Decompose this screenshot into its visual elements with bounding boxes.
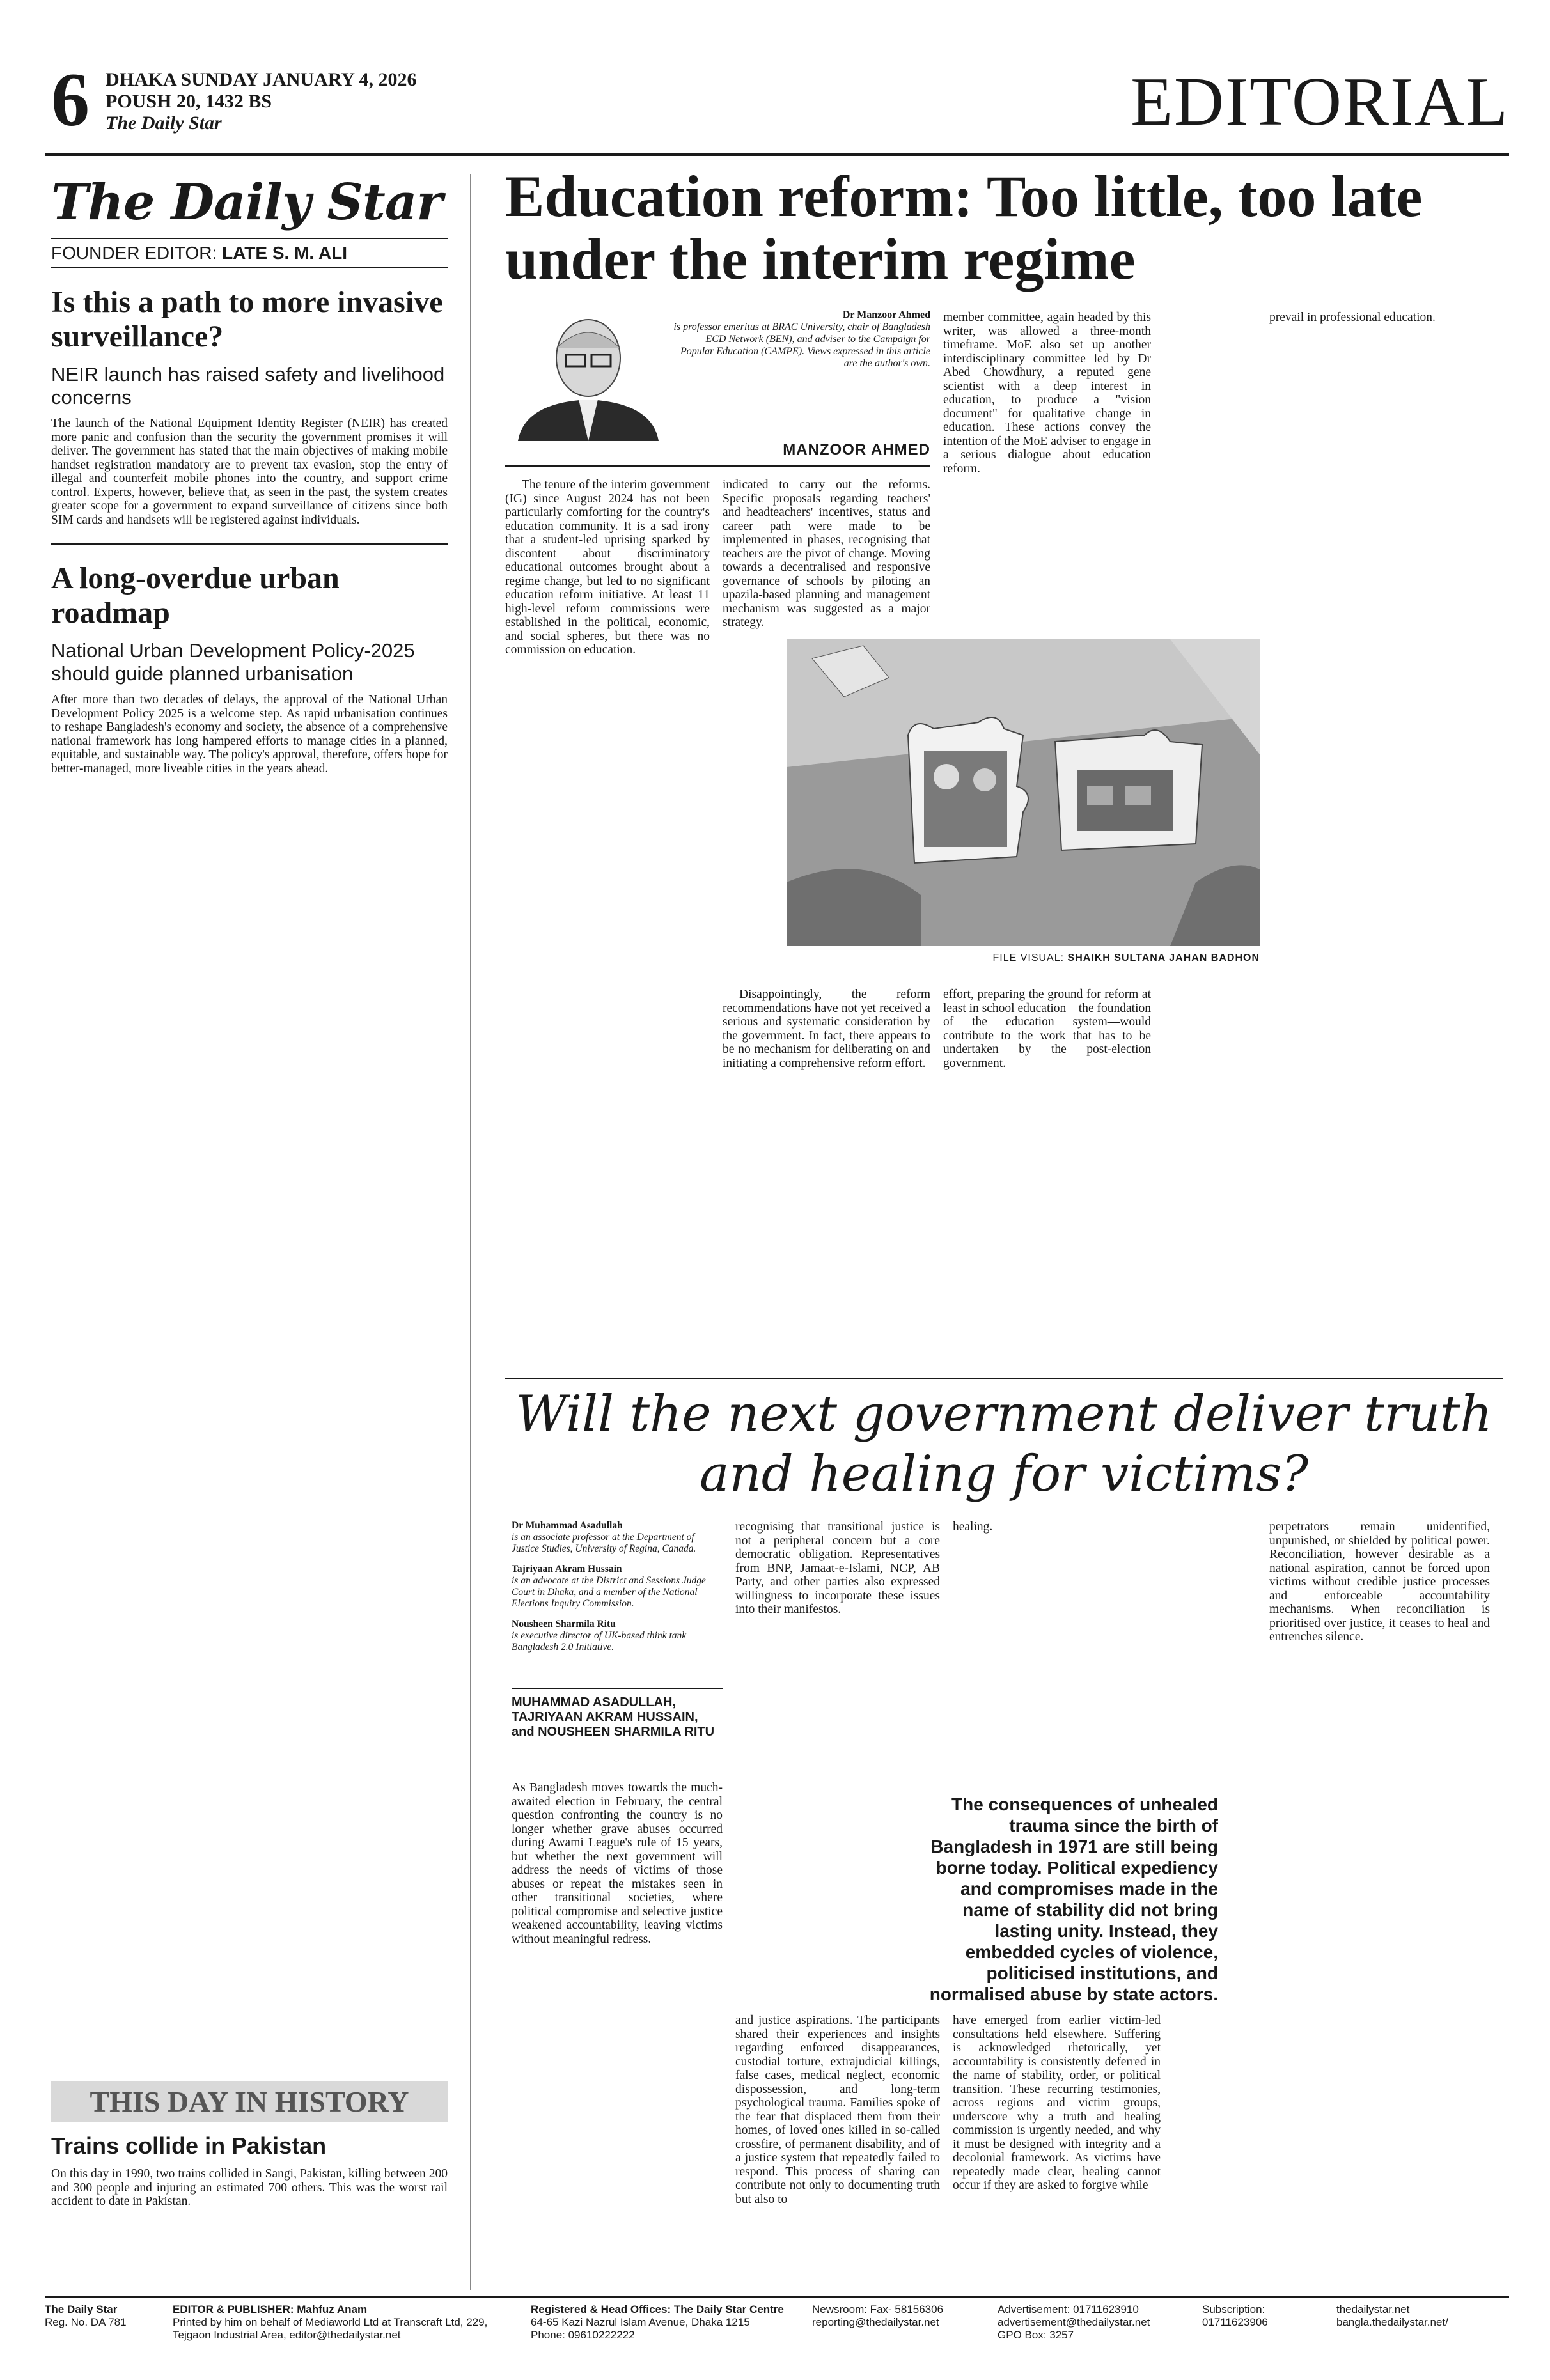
footer-text: Advertisement: 01711623910: [998, 2303, 1139, 2315]
paragraph: As Bangladesh moves towards the much-awaited election in February, the central question confronting the country is no longer whether grave abuses occurred during Awami League's rule of 15 years, but whether the next government will address the needs of victims of those abuses or repeat the mistakes seen in other transitional societies, where political compromise and selective justice weakened accountability, leaving victims without meaningful redress.: [512, 1781, 723, 1946]
page-number: 6: [51, 57, 90, 142]
photo-credit: [978, 953, 1260, 964]
masthead-rule: [45, 153, 1509, 156]
footer-text: Registered & Head Offices: The Daily Star Centre: [531, 2303, 784, 2315]
footer-text: Tejgaon Industrial Area, editor@thedailystar.net: [173, 2329, 401, 2341]
paragraph: perpetrators remain unidentified, unpunished, or shielded by political power. Reconciliation, however desirable as a national aspiration, cannot be forced upon victims without credible justice processes and enforceable accountability mechanisms. When reconciliation is prioritised over justice, it ceases to heal and entrenches silence.: [1269, 1520, 1490, 1644]
op-column-3-bottom: [953, 2014, 1161, 2193]
op-column-3: [953, 1520, 1161, 1534]
paragraph: member committee, again headed by this writer, was allowed a three-month timeframe. MoE also set up another interdisciplinary committee led by Dr Abed Chowdhury, a reputed gene scientist with a deep interest in education, to produce a "vision document" for qualitative change in education. These actions convey the intention of the MoE adviser to engage in a serious dialogue about education reform.: [943, 311, 1151, 476]
paragraph: have emerged from earlier victim-led consultations held elsewhere. Suffering is acknowledged rhetorically, yet accountability is consistently deferred in the name of stability, order, or political transition. These recurring testimonies, across regions and victim groups, underscore why a truth and healing commission is urgently needed, and why it must be designed with integrity and a decolonial framework. As victims have repeatedly made clear, healing cannot occur if they are asked to forgive while: [953, 2014, 1161, 2192]
web-link[interactable]: bangla.thedailystar.net/: [1336, 2316, 1448, 2328]
editorial-2-dek: National Urban Development Policy-2025 should guide planned urbanisation: [51, 639, 415, 685]
footer-text: Reg. No. DA 781: [45, 2316, 127, 2328]
footer-paper: [45, 2303, 173, 2342]
footer-text: reporting@thedailystar.net: [812, 2316, 939, 2328]
paragraph: After more than two decades of delays, the approval of the National Urban Development Policy 2025 is a welcome step. As rapid urbanisation continues to reshape Bangladesh's economy and society, the absence of a comprehensive national framework has long hampered efforts to manage cities in a planned, equitable, and sustainable way. The policy's approval, therefore, offers hope for better-managed, more liveable cities in the years ahead.: [51, 693, 448, 775]
section-title: EDITORIAL: [1131, 64, 1509, 140]
author-bio: is an associate professor at the Department of Justice Studies, University of Regina, Canada.: [512, 1532, 696, 1554]
paragraph: healing.: [953, 1520, 993, 1534]
editorial-2-body: [51, 693, 448, 775]
this-day-in-history: [51, 2081, 448, 2209]
paragraph: and justice aspirations. The participants shared their experiences and insights regarding enforced disappearances, custodial torture, extrajudicial killings, false cases, medical neglect, economic dispossession, and long-term psychological trauma. Families spoke of the fear that displaced them from their homes, of loved ones killed in so-called crossfire, of permanent disability, and of a justice system that repeatedly failed to respond. This process of sharing can contribute not only to documenting truth but also to: [735, 2014, 940, 2206]
footer-text: 64-65 Kazi Nazrul Islam Avenue, Dhaka 1215: [531, 2316, 750, 2328]
main-column-2: [723, 478, 930, 630]
op-column-1: [512, 1781, 723, 1946]
photo-credit-label: FILE VISUAL:: [992, 953, 1065, 963]
history-headline: Trains collide in Pakistan: [51, 2133, 327, 2159]
date-block: [106, 69, 416, 134]
editorial-1-headline: Is this a path to more invasive surveillance?: [51, 285, 443, 354]
author-bio: is an advocate at the District and Sessions Judge Court in Dhaka, and a member of the National Elections Inquiry Commission.: [512, 1575, 706, 1609]
author-name: Dr Muhammad Asadullah: [512, 1520, 623, 1531]
footer-text: Newsroom: Fax- 58156306: [812, 2303, 944, 2315]
op-ed-headline: Will the next government deliver truth and healing for victims?: [515, 1385, 1492, 1503]
founder-label: FOUNDER EDITOR:: [51, 243, 217, 263]
editorial-2-headline: A long-overdue urban roadmap: [51, 561, 340, 630]
paragraph: The tenure of the interim government (IG) since August 2024 has not been particularly comforting for the country's education community. It is a sad irony that a student-led uprising sparked by discontent about discriminatory educational outcomes brought about a regime change, but led to no significant education reform initiative. At least 11 high-level reform commissions were established in the political, economic, and social spheres, but there was no commission on education.: [505, 478, 710, 657]
main-column-3: [943, 311, 1151, 476]
dateline: DHAKA SUNDAY JANUARY 4, 2026: [106, 69, 417, 90]
editorial-1-body: [51, 417, 448, 527]
footer-text: 01711623906: [1202, 2316, 1268, 2328]
history-title: THIS DAY IN HISTORY: [51, 2081, 448, 2122]
op-ed-byline: MUHAMMAD ASADULLAH, TAJRIYAAN AKRAM HUSSAIN, and NOUSHEEN SHARMILA RITU: [512, 1688, 723, 1739]
founder-name: LATE S. M. ALI: [222, 243, 348, 263]
footer-text: EDITOR & PUBLISHER: Mahfuz Anam: [173, 2303, 368, 2315]
op-column-2-bottom: [735, 2014, 940, 2206]
op-ed-author-bios: [512, 1520, 723, 1653]
op-column-2: [735, 1520, 940, 1617]
small-logo: The Daily Star: [106, 113, 222, 134]
main-byline: MANZOOR AHMED: [783, 441, 930, 458]
illustration-photo: [787, 639, 1260, 946]
op-ed-rule: [505, 1378, 1503, 1379]
bio-text: is professor emeritus at BRAC University, chair of Bangladesh ECD Network (BEN), and adviser to the Campaign for Popular Education (CAMPE). Views expressed in this article are the author's own.: [673, 322, 930, 369]
main-column-3-bottom: [943, 988, 1151, 1070]
footer-subscription: [1202, 2303, 1336, 2342]
paragraph: Disappointingly, the reform recommendations have not yet received a serious and systematic consideration by the government. In fact, there appears to be no mechanism for deliberating on and initiating a comprehensive reform effort.: [723, 988, 930, 1070]
divider: [51, 543, 448, 545]
bangla-date: POUSH 20, 1432 BS: [106, 91, 272, 112]
pull-quote: The consequences of unhealed trauma since the birth of Bangladesh in 1971 are still being borne today. Political expediency and compromises made in the name of stability did not bring lasting unity. Instead, they embedded cycles of violence, politicised institutions, and normalised abuse by state actors.: [929, 1794, 1218, 2004]
footer-text: Subscription:: [1202, 2303, 1265, 2315]
founder-line: [51, 238, 448, 268]
web-link[interactable]: thedailystar.net: [1336, 2303, 1410, 2315]
author-name: Nousheen Sharmila Ritu: [512, 1619, 616, 1629]
author-bio: is executive director of UK-based think tank Bangladesh 2.0 Initiative.: [512, 1630, 687, 1653]
paragraph: The launch of the National Equipment Identity Register (NEIR) has created more panic and confusion than the security the government promises it will deliver. The government has stated that the main objectives of making mobile handset registration mandatory are to prevent tax evasion, stop the entry of illegal and counterfeit mobile phones into the country, and support crime control. Experts, however, believe that, as seen in the past, the system creates greater scope for a government to expand surveillance of citizens since both SIM cards and handsets will be registered against individuals.: [51, 417, 448, 527]
footer-advertisement: [998, 2303, 1202, 2342]
footer-text: advertisement@thedailystar.net: [998, 2316, 1150, 2328]
footer-text: Phone: 09610222222: [531, 2329, 635, 2341]
footer-editor: [173, 2303, 531, 2342]
footer: [45, 2296, 1509, 2342]
column-divider: [470, 174, 471, 2290]
footer-text: The Daily Star: [45, 2303, 118, 2315]
op-column-4: [1269, 1520, 1490, 1644]
main-headline: Education reform: Too little, too late under the interim regime: [505, 164, 1423, 292]
main-column-4: [1269, 311, 1490, 325]
footer-offices: [531, 2303, 812, 2342]
author-name: Tajriyaan Akram Hussain: [512, 1564, 622, 1575]
footer-web: [1336, 2303, 1496, 2342]
footer-text: GPO Box: 3257: [998, 2329, 1074, 2341]
paragraph: prevail in professional education.: [1269, 311, 1436, 324]
main-column-2-bottom: [723, 988, 930, 1070]
editorial-1-dek: NEIR launch has raised safety and livelihood concerns: [51, 363, 445, 408]
author-bio: [671, 309, 930, 369]
footer-text: Printed by him on behalf of Mediaworld Ltd at Transcraft Ltd, 229,: [173, 2316, 488, 2328]
editorial-column: [51, 174, 448, 775]
masthead: [45, 57, 1509, 144]
photo-credit-name: SHAIKH SULTANA JAHAN BADHON: [1067, 953, 1260, 963]
paragraph: indicated to carry out the reforms. Specific proposals regarding teachers' and headteachers' incentives, status and career path were made to be implemented in phases, recognising that teachers are the pivot of change. Moving towards a decentralised and responsive governance of schools by piloting an upazila-based planning and management mechanism was suggested as a major strategy.: [723, 478, 930, 629]
bio-name: Dr Manzoor Ahmed: [842, 309, 930, 320]
byline-rule: [505, 465, 930, 467]
nameplate-logo: The Daily Star: [51, 173, 442, 231]
main-column-1: [505, 478, 710, 657]
paragraph: effort, preparing the ground for reform at least in school education—the foundation of the education system—would contribute to the work that has to be undertaken by the post-election government.: [943, 988, 1151, 1070]
history-text: On this day in 1990, two trains collided in Sangi, Pakistan, killing between 200 and 300 people and injuring an estimated 700 others. This was the worst rail accident to date in Pakistan.: [51, 2167, 448, 2208]
paragraph: recognising that transitional justice is not a peripheral concern but a core democratic obligation. Representatives from BNP, Jamaat-e-Islami, NCP, AB Party, and other parties also expressed willingness to incorporate these issues into their manifestos.: [735, 1520, 940, 1616]
footer-newsroom: [812, 2303, 998, 2342]
